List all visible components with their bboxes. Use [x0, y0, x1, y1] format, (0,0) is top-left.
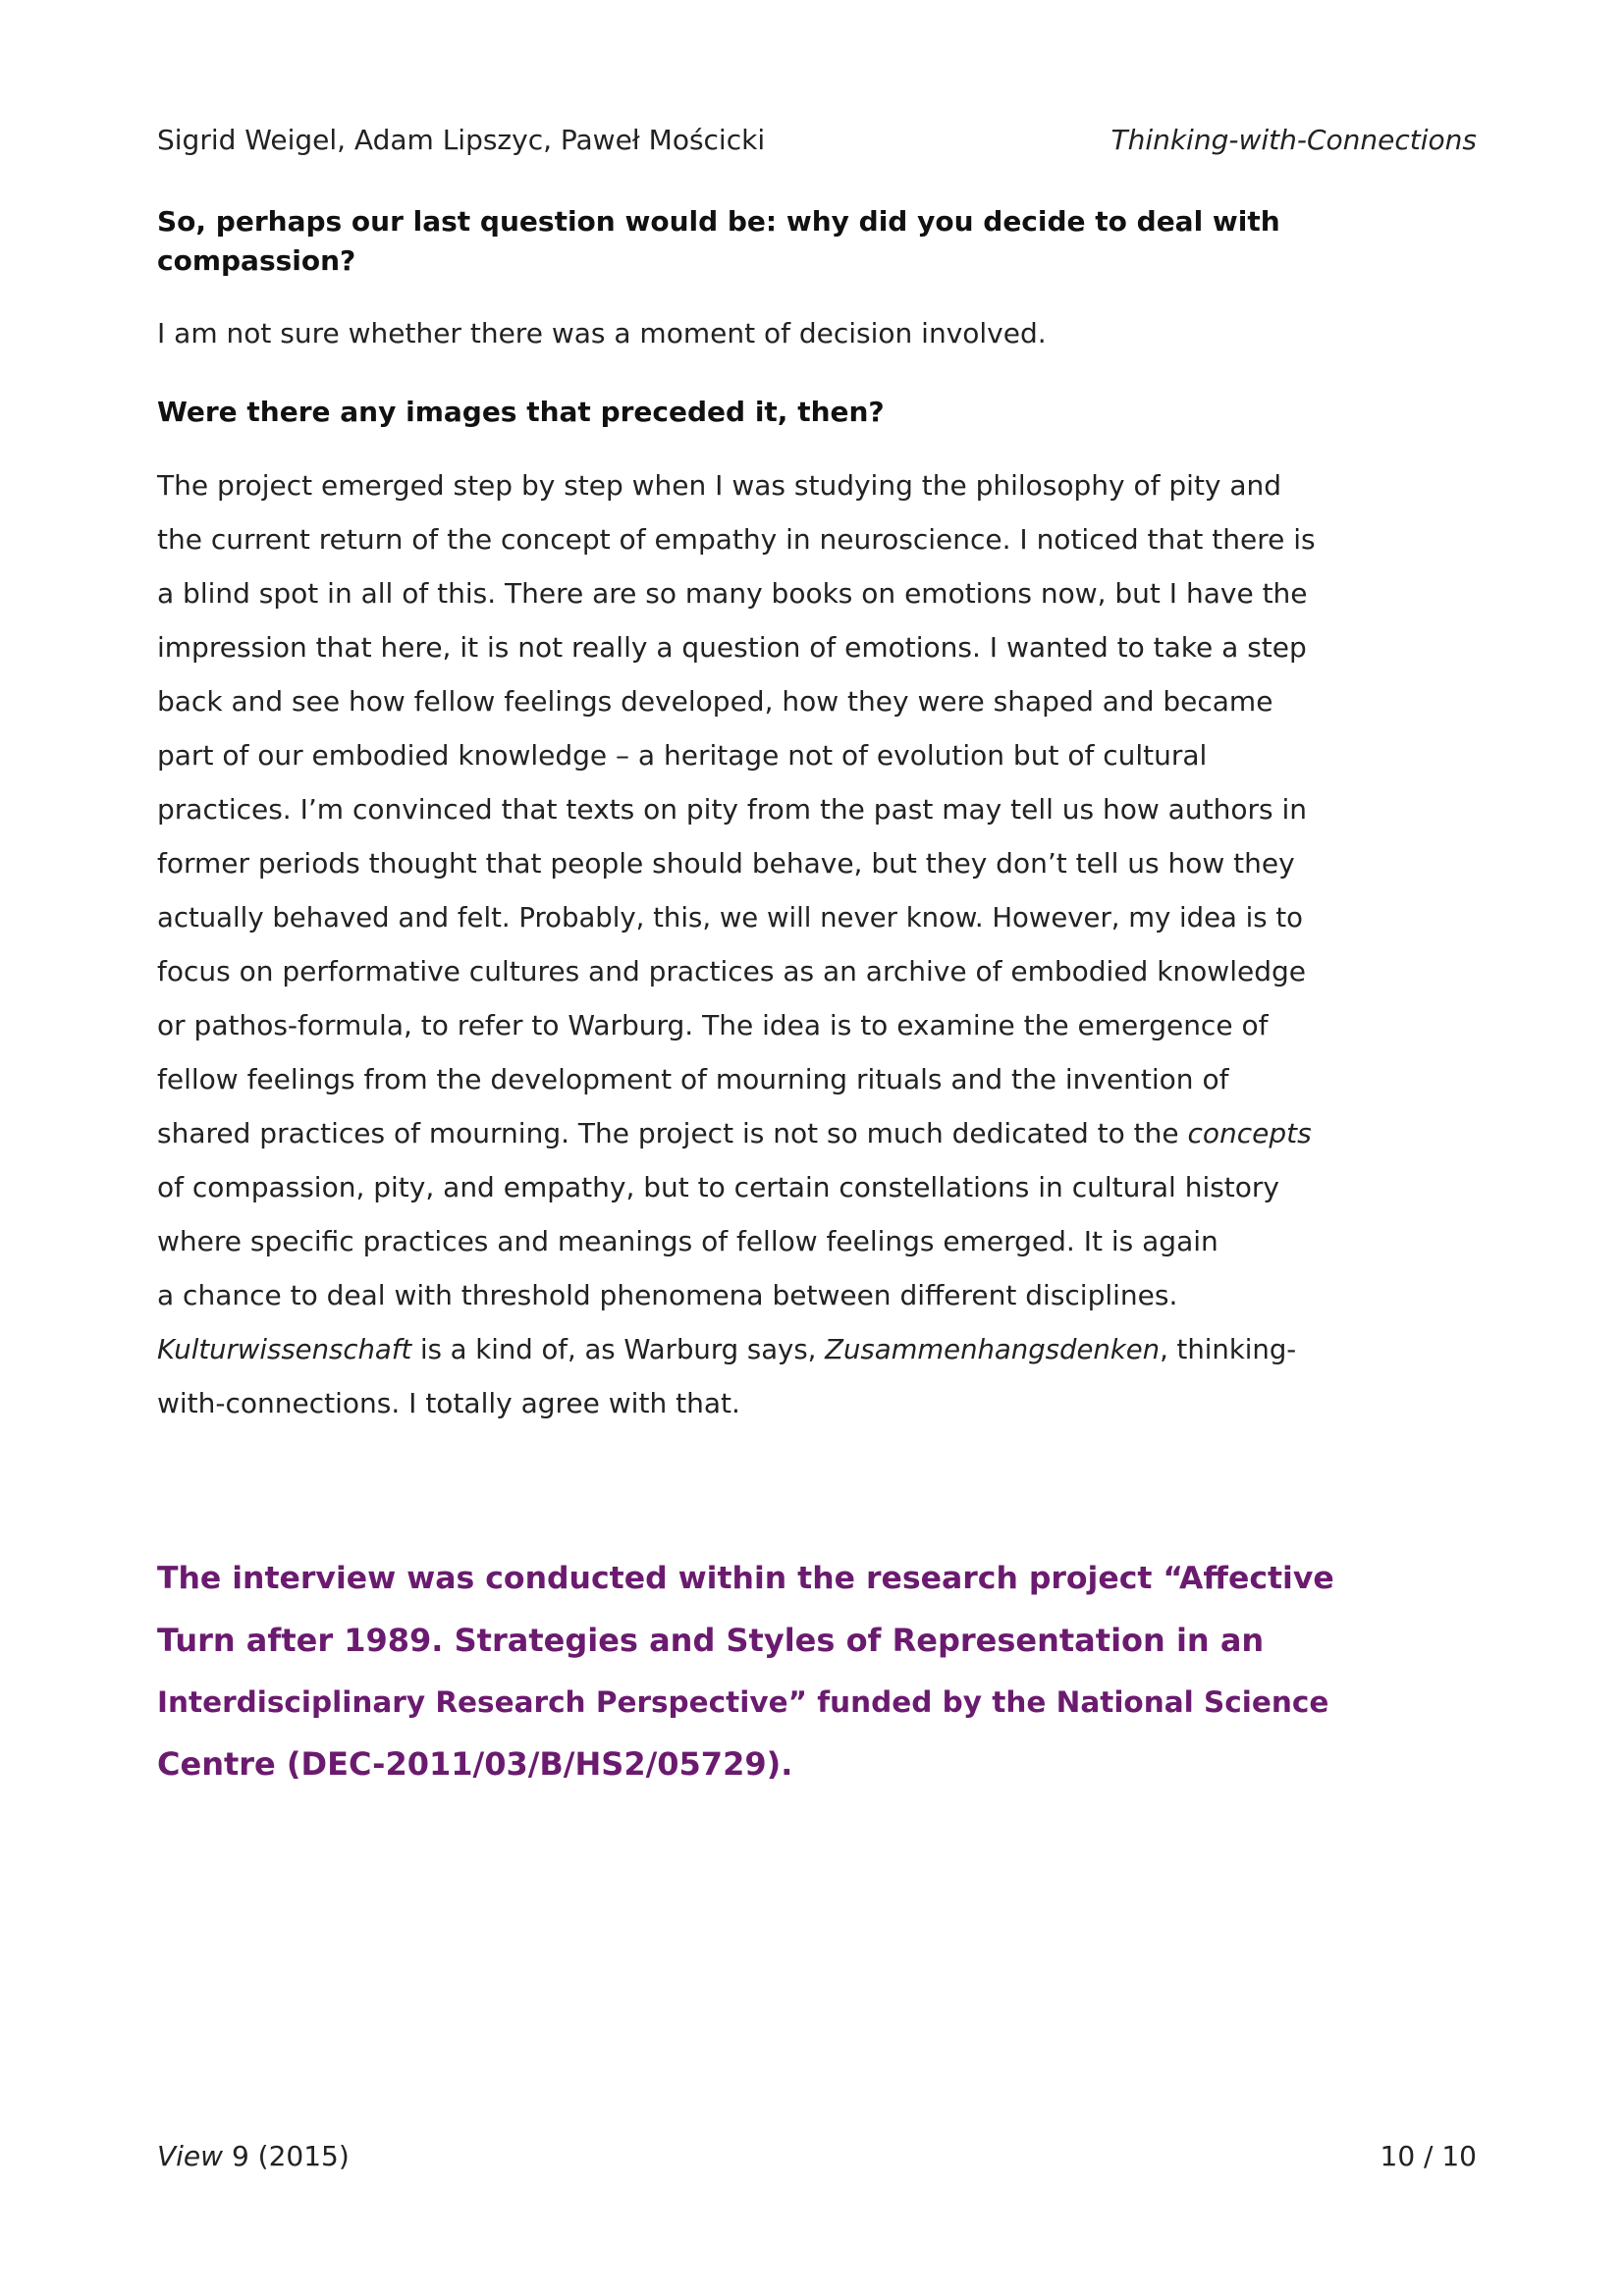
funding-note-line-1: The interview was conducted within the research project “Affective: [157, 1561, 1334, 1596]
question-images: Were there any images that preceded it, then?: [157, 396, 885, 428]
term-zusammenhangsdenken: Zusammenhangsdenken: [825, 1334, 1161, 1365]
body-line-17-end: , thinking-: [1160, 1334, 1297, 1365]
header-authors: Sigrid Weigel, Adam Lipszyc, Paweł Mościcki: [157, 124, 766, 156]
body-line-13-text: shared practices of mourning. The project is not so much dedicated to the: [157, 1117, 1188, 1149]
footer-journal: View: [157, 2140, 224, 2172]
body-line-15: where specific practices and meanings of fellow feelings emerged. It is again: [157, 1225, 1218, 1257]
body-line-11: or pathos-formula, to refer to Warburg. The idea is to examine the emergence of: [157, 1009, 1269, 1041]
body-line-4: impression that here, it is not really a question of emotions. I wanted to take a step: [157, 631, 1307, 664]
running-footer: [157, 2140, 1477, 2172]
term-concepts: concepts: [1187, 1117, 1312, 1149]
question-last: [157, 202, 1316, 281]
page-number: 10 / 10: [1380, 2140, 1477, 2172]
body-line-17-text: is a kind of, as Warburg says,: [411, 1334, 826, 1365]
body-line-14: of compassion, pity, and empathy, but to certain constellations in cultural history: [157, 1171, 1279, 1203]
term-kulturwissenschaft: Kulturwissenschaft: [157, 1334, 412, 1365]
body-line-8: former periods thought that people should behave, but they don’t tell us how they: [157, 847, 1295, 880]
body-line-5: back and see how fellow feelings developed, how they were shaped and became: [157, 685, 1273, 718]
question-last-line-2: compassion?: [157, 244, 356, 277]
body-line-16: a chance to deal with threshold phenomena between different disciplines.: [157, 1279, 1178, 1311]
footer-citation: [157, 2140, 350, 2172]
header-running-title: Thinking-with-Connections: [1110, 124, 1477, 156]
body-line-3: a blind spot in all of this. There are so many books on emotions now, but I have the: [157, 577, 1308, 610]
funding-note-line-3: Interdisciplinary Research Perspective” funded by the National Science: [157, 1685, 1329, 1719]
body-line-18: with-connections. I totally agree with that.: [157, 1387, 740, 1419]
question-last-line-1: So, perhaps our last question would be: why did you decide to deal with: [157, 205, 1280, 238]
funding-note-line-4: Centre (DEC-2011/03/B/HS2/05729).: [157, 1745, 793, 1783]
body-line-7: practices. I’m convinced that texts on pity from the past may tell us how authors in: [157, 793, 1307, 826]
body-line-2: the current return of the concept of empathy in neuroscience. I noticed that there is: [157, 523, 1316, 556]
funding-note-line-2: Turn after 1989. Strategies and Styles of Representation in an: [157, 1622, 1265, 1659]
body-line-9: actually behaved and felt. Probably, this, we will never know. However, my idea is to: [157, 902, 1303, 934]
running-header: [157, 124, 1477, 156]
body-line-1: The project emerged step by step when I was studying the philosophy of pity and: [157, 469, 1282, 502]
answer-decision: I am not sure whether there was a moment of decision involved.: [157, 317, 1047, 349]
body-line-10: focus on performative cultures and practices as an archive of embodied knowledge: [157, 955, 1306, 988]
body-line-6: part of our embodied knowledge – a heritage not of evolution but of cultural: [157, 739, 1208, 772]
body-line-13: [157, 1114, 1316, 1153]
body-line-17: [157, 1330, 1316, 1369]
footer-issue: 9 (2015): [223, 2140, 350, 2172]
body-line-12: fellow feelings from the development of mourning rituals and the invention of: [157, 1063, 1229, 1095]
